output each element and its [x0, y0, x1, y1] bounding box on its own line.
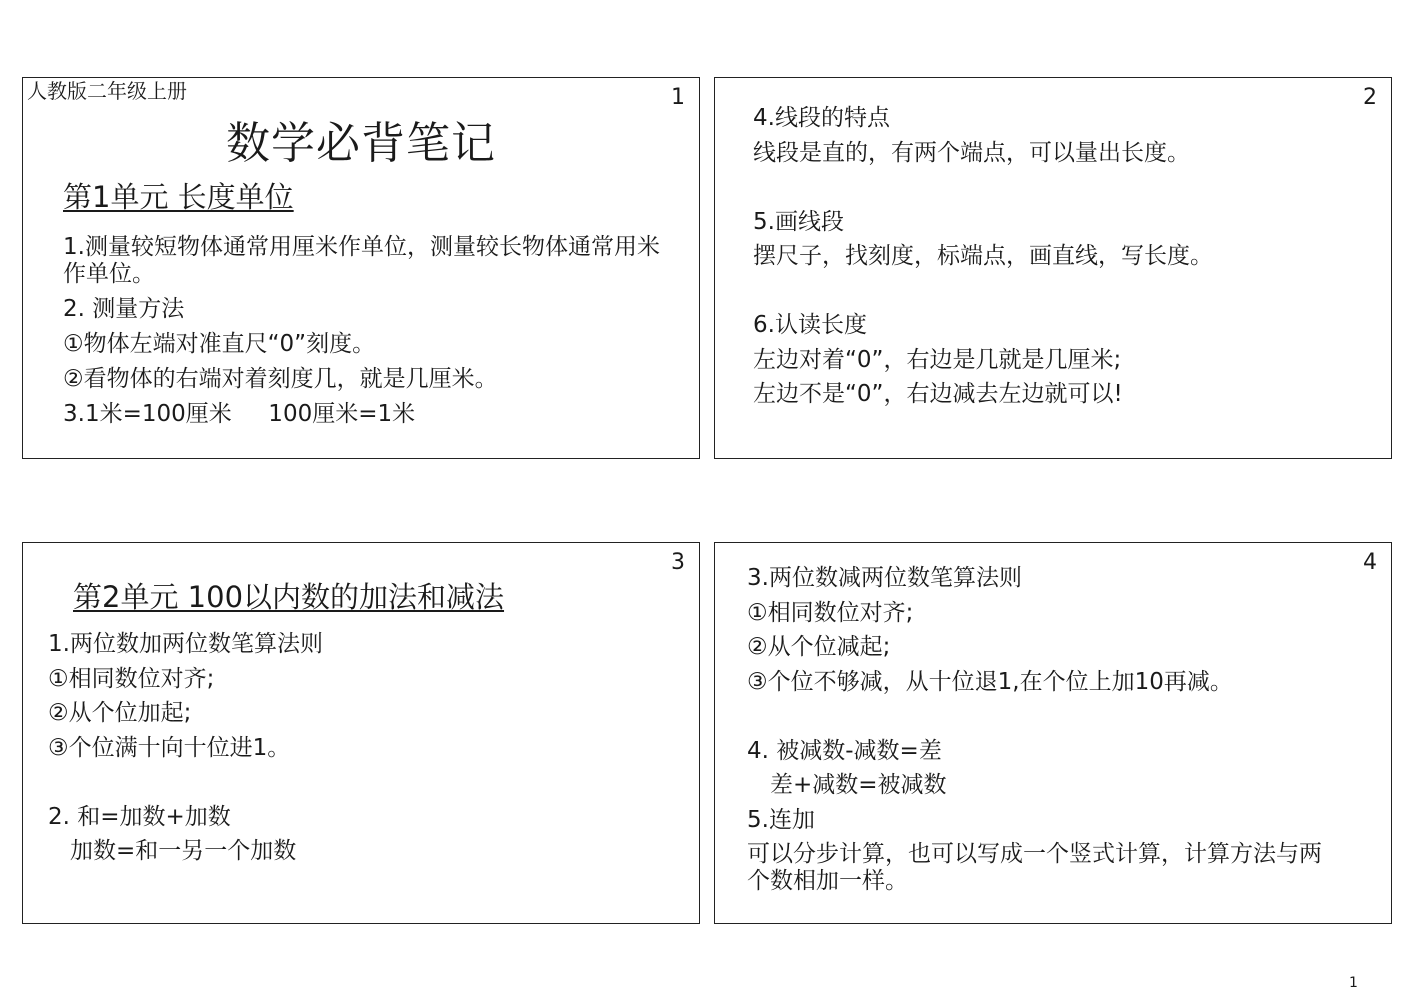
note-line: 4.线段的特点 — [753, 105, 890, 131]
note-line: 左边对着“0”，右边是几就是几厘米; — [753, 347, 1122, 373]
note-line: ②从个位加起; — [48, 700, 192, 726]
note-line: ②从个位减起; — [747, 634, 891, 660]
document-title: 数学必背笔记 — [226, 118, 496, 169]
note-line: 摆尺子，找刻度，标端点，画直线，写长度。 — [753, 243, 1213, 269]
slide-2 — [714, 77, 1392, 459]
note-line: 差+减数=被减数 — [770, 772, 947, 798]
note-line: 5.画线段 — [753, 209, 844, 235]
note-line: ①相同数位对齐; — [747, 600, 914, 626]
note-line: 6.认读长度 — [753, 312, 867, 338]
slide-number: 4 — [1363, 550, 1377, 575]
note-line: 2. 测量方法 — [63, 296, 185, 322]
note-line: 1.测量较短物体通常用厘米作单位，测量较长物体通常用米作单位。 — [63, 234, 660, 287]
note-line: ①相同数位对齐; — [48, 666, 215, 692]
note-line: 可以分步计算，也可以写成一个竖式计算，计算方法与两 个数相加一样。 — [747, 841, 1322, 894]
slide-4 — [714, 542, 1392, 924]
note-line: 4. 被减数-减数=差 — [747, 738, 942, 764]
note-line: 加数=和一另一个加数 — [70, 838, 297, 864]
slide-number: 1 — [671, 85, 685, 110]
note-line: 3.1米=100厘米 100厘米=1米 — [63, 401, 416, 427]
page-number: 1 — [1349, 975, 1358, 991]
slide-3 — [22, 542, 700, 924]
note-line: ①物体左端对准直尺“0”刻度。 — [63, 331, 376, 357]
note-line: 1.两位数加两位数笔算法则 — [48, 631, 323, 657]
slide-number: 2 — [1363, 85, 1377, 110]
note-line: 5.连加 — [747, 807, 815, 833]
note-line: 3.两位数减两位数笔算法则 — [747, 565, 1022, 591]
unit-title: 第1单元 长度单位 — [63, 180, 294, 214]
slide-number: 3 — [671, 550, 685, 575]
note-line: 线段是直的，有两个端点，可以量出长度。 — [753, 140, 1190, 166]
slide-1 — [22, 77, 700, 459]
note-line: ②看物体的右端对着刻度几，就是几厘米。 — [63, 366, 498, 392]
note-line: ③个位满十向十位进1。 — [48, 735, 291, 761]
note-line: 左边不是“0”，右边减去左边就可以! — [753, 381, 1123, 407]
unit-title: 第2单元 100以内数的加法和减法 — [73, 580, 505, 614]
grade-label: 人教版二年级上册 — [27, 79, 187, 103]
note-line: 2. 和=加数+加数 — [48, 804, 231, 830]
note-line: ③个位不够减，从十位退1,在个位上加10再减。 — [747, 669, 1233, 695]
